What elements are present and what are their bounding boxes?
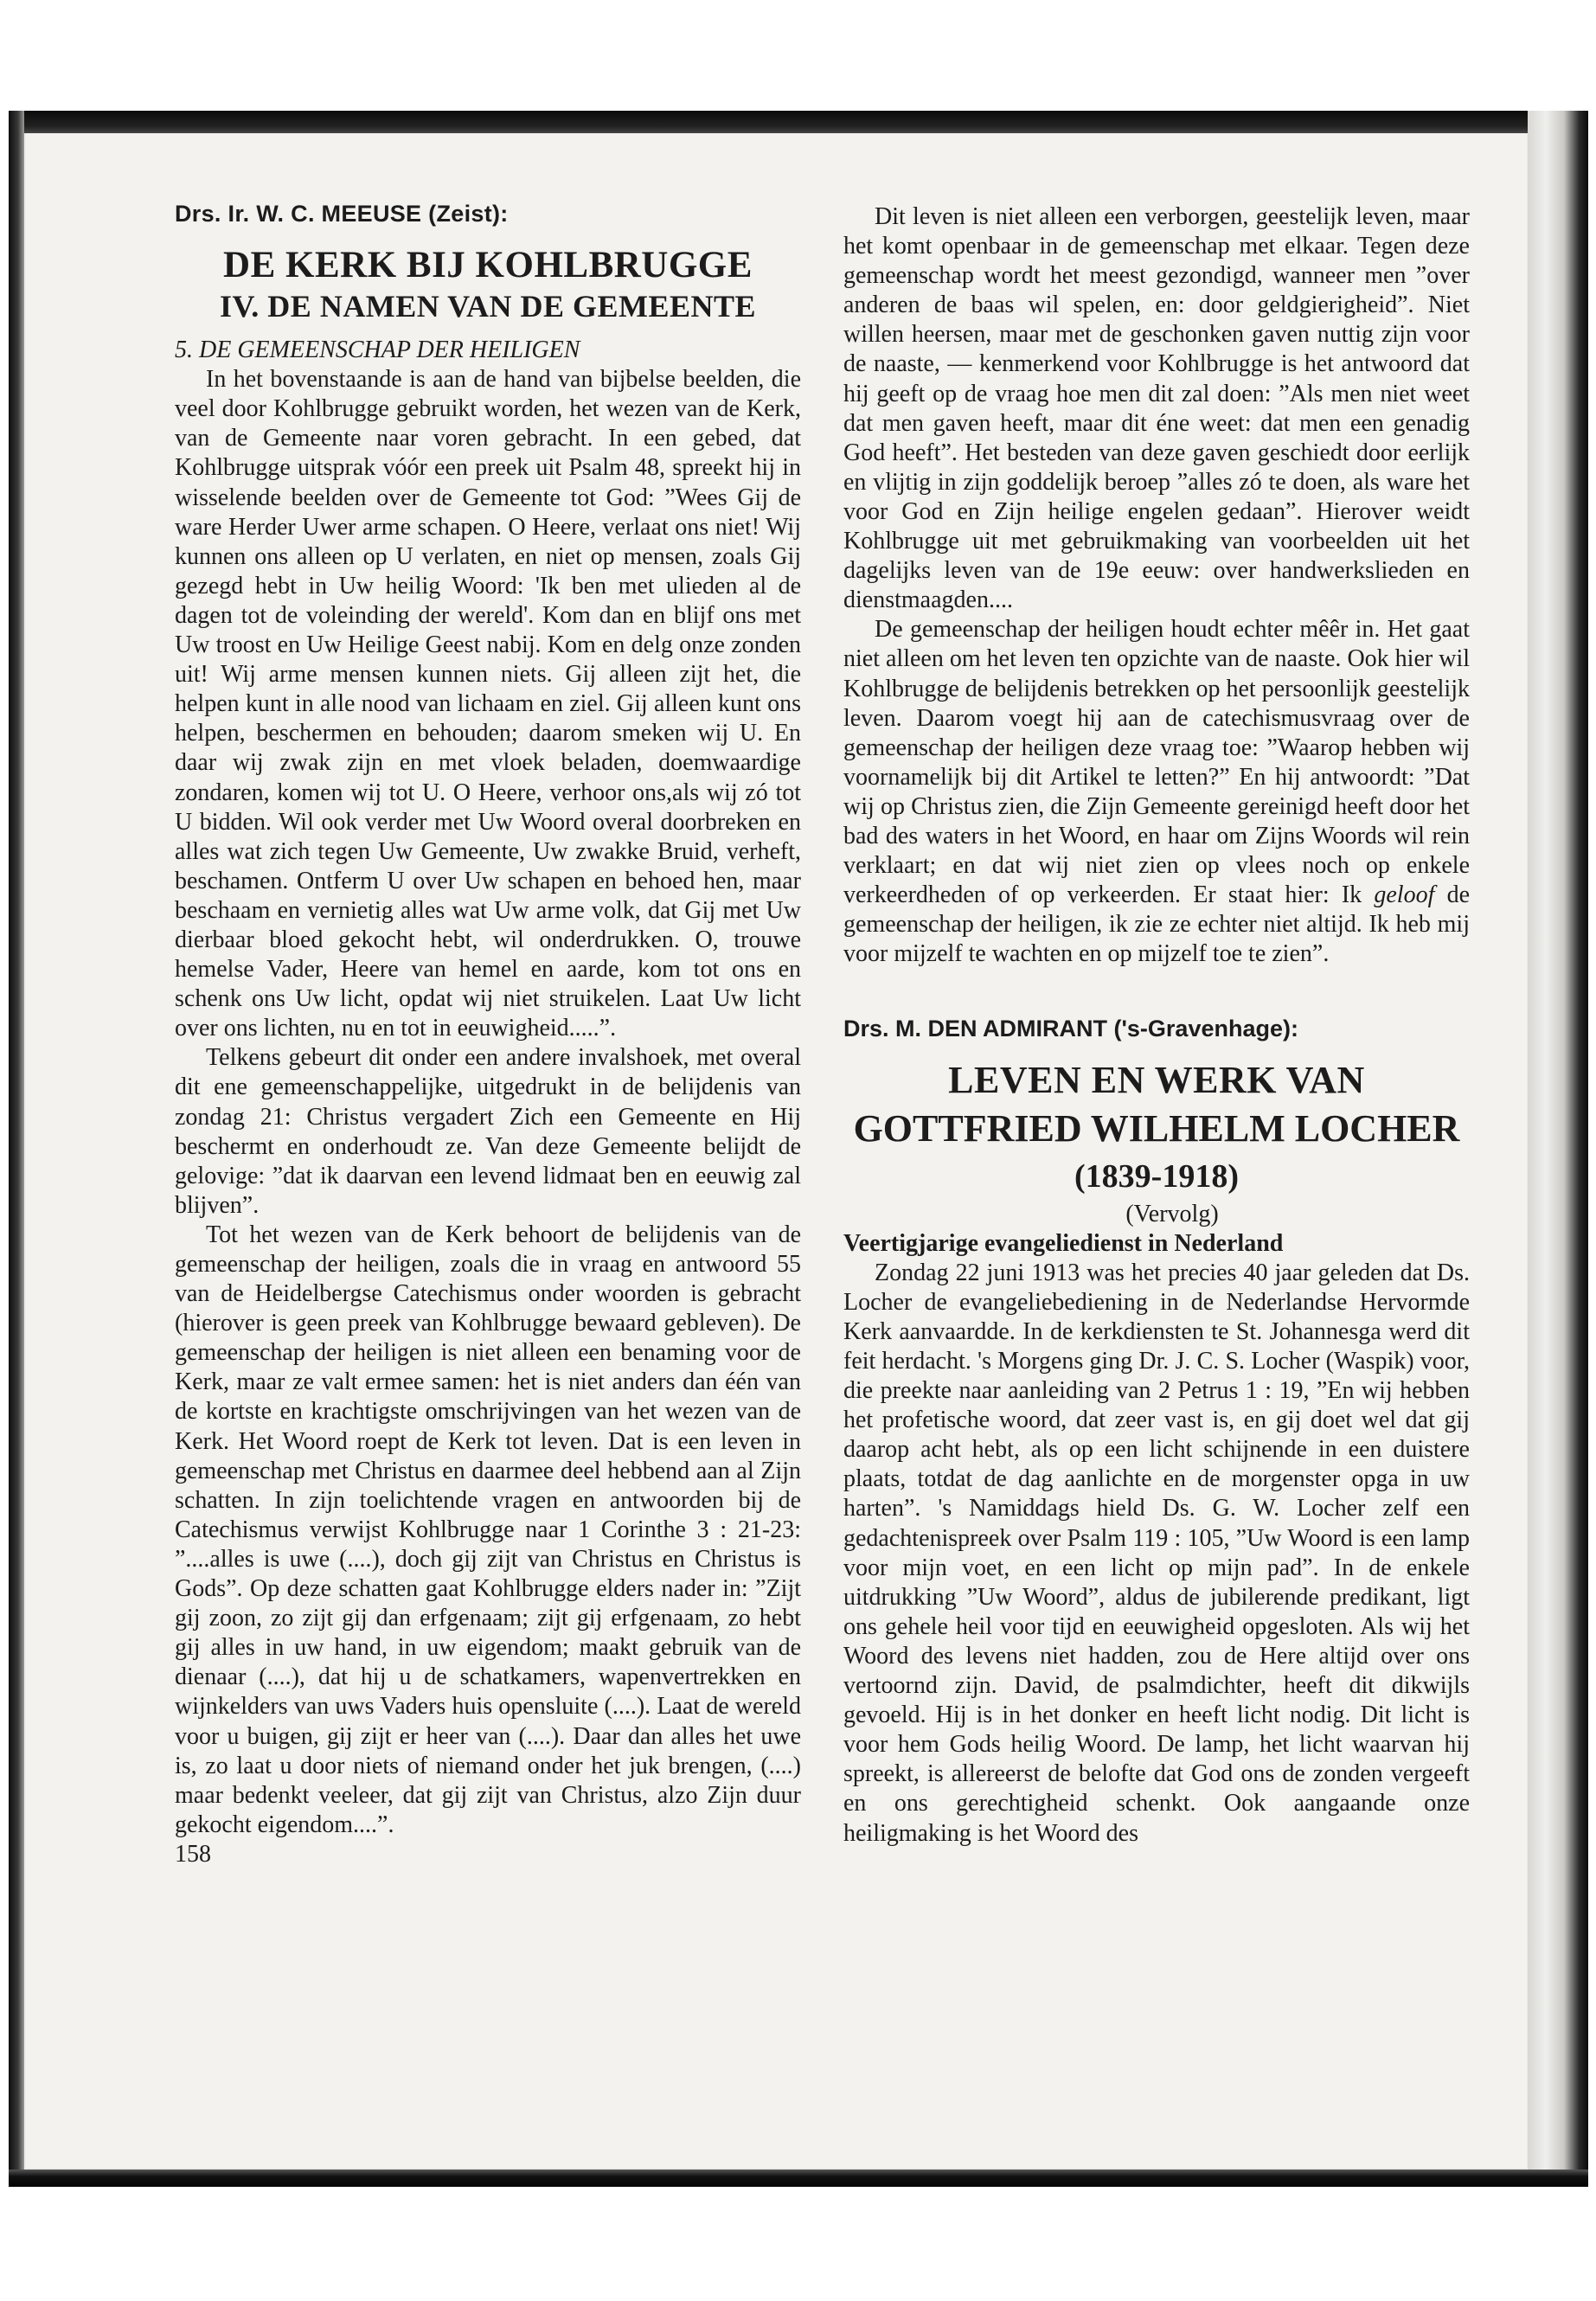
scan-edge-top [9,111,1588,133]
page [26,133,1527,2168]
right-column [843,202,1470,1849]
body-paragraph: Dit leven is niet alleen een verborgen, geestelijk leven, maar het komt openbaar in de gemeenschap met elkaar. Tegen deze gemeenschap wordt het meest gezondigd, wanneer men ”over anderen de baas wil spelen, en: door geldgierigheid”. Niet willen heersen, maar met de geschonken gaven nuttig zijn voor de naaste, — kenmerkend voor Kohlbrugge is het antwoord dat hij geeft op de vraag hoe men dit zal doen: ”Als men niet weet dat men gaven heeft, maar dit éne weet: dat men een genadig God heeft”. Het besteden van deze gaven geschiedt door eerlijk en vlijtig in zijn goddelijk beroep ”alles zó te doen, als ware het voor God en Zijn heilige engelen gedaan”. Hierover weidt Kohlbrugge uit met gebruikmaking van voorbeelden uit het dagelijks leven van de 19e eeuw: over handwerkslieden en dienstmaagden.... [843,203,1470,614]
emphasis-text: geloof [1374,881,1435,909]
section-heading: 5. DE GEMEENSCHAP DER HEILIGEN [175,336,580,364]
continued-label: (Vervolg) [1125,1200,1219,1227]
second-article-title-years: (1839-1918) [1074,1157,1239,1195]
second-article-title-line: LEVEN EN WERK VAN [948,1058,1365,1101]
scan-frame [9,111,1588,2187]
article-subtitle: IV. DE NAMEN VAN DE GEMEENTE [219,289,757,324]
page-number: 158 [175,1840,211,1868]
body-paragraph: In het bovenstaande is aan de hand van bijbelse beelden, die veel door Kohlbrugge gebruikt worden, het wezen van de Kerk, van de Gemeente naar voren gebracht. In een gebed, dat Kohlbrugge uitsprak vóór een preek uit Psalm 48, spreekt hij in wisselende beelden over de Gemeente tot God: ”Wees Gij de ware Herder Uwer arme schapen. O Heere, verlaat ons niet! Wij kunnen ons alleen op U verlaten, en niet op mensen, zoals Gij gezegd hebt in Uw heilig Woord: 'Ik ben met ulieden al de dagen tot de voleinding der wereld'. Kom dan en blijf ons met Uw troost en Uw Heilige Geest nabij. Kom en delg onze zonden uit! Wij arme mensen kunnen niets. Gij alleen zijt het, die helpen kunt in alle nood van lichaam en ziel. Gij alleen kunt ons helpen, beschermen en behouden; daarom smeken wij U. En daar wij zwak zijn en met vloek beladen, doemwaardige zondaren, komen wij tot U. O Heere, verhoor ons,als wij zó tot U bidden. Wil ook verder met Uw Woord overal doorbreken en alles wat zich tegen Uw Gemeente, Uw zwakke Bruid, verheft, beschamen. Ontferm U over Uw schapen en behoed hen, maar beschaam en vernietig alles wat Uw arme volk, dat Gij met Uw dierbaar bloed gekocht hebt, wil onderdrukken. O, trouwe hemelse Vader, Heere van hemel en aarde, kom tot ons en schenk ons Uw licht, opdat wij niet struikelen. Laat Uw licht over ons lichten, nu en tot in eeuwigheid.....”. [175,366,801,1042]
paragraph-text: De gemeenschap der heiligen houdt echter mêêr in. Het gaat niet alleen om het leven ten opzichte van de naaste. Ook hier wil Kohlbrugge de belijdenis betrekken op het persoonlijk geestelijk leven. Daarom voegt hij aan de catechismusvraag over de gemeenschap der heiligen deze vraag toe: ”Waarop hebben wij voornamelijk bij dit Artikel te letten?” En hij antwoordt: ”Dat wij op Christus zien, die Zijn Gemeente gereinigd heeft door het bad des waters in het Woord, en haar om Zijns Woords wil rein verklaart; en dat wij niet zien op vlees noch op enkele verkeerdheden of op verkeerden. Er staat hier: Ik [843,616,1470,909]
scan-edge-bottom [9,2170,1588,2187]
paragraph-text: de gemeenschap der heiligen, ik zie ze echter niet altijd. Ik heb mij voor mijzelf te wachten en op mijzelf toe te zien”. [843,881,1470,968]
body-paragraph [843,615,1470,969]
body-paragraph: Zondag 22 juni 1913 was het precies 40 jaar geleden dat Ds. Locher de evangeliebediening in de Nederlandse Hervormde Kerk aanvaardde. In de kerkdiensten te St. Johannesga werd dit feit herdacht. 's Morgens ging Dr. J. C. S. Locher (Waspik) voor, die preekte naar aanleiding van 2 Petrus 1 : 19, ”En wij hebben het profetische woord, dat zeer vast is, en gij doet wel dat gij daarop acht hebt, als op een licht schijnende in een duistere plaats, totdat de dag aanlichte en de morgenster opga in uw harten”. 's Namiddags hield Ds. G. W. Locher zelf een gedachtenispreek over Psalm 119 : 105, ”Uw Woord is een lamp voor mijn voet, en een licht op mijn pad”. In de enkele uitdrukking ”Uw Woord”, aldus de jubilerende predikant, ligt ons gehele heil voor tijd en eeuwigheid opgesloten. Als wij het Woord des levens niet hadden, zou de Here altijd over ons vertoornd zijn. David, de psalmdichter, heeft dit dikwijls gevoeld. Hij is in het donker en heeft licht nodig. Dit licht is voor hem Gods heilig Woord. De lamp, het licht waarvan hij spreekt, is allereerst de belofte dat God ons de zonden vergeeft en ons gerechtigheid schenkt. Ook aangaande onze heiligmaking is het Woord des [843,1259,1470,1847]
sub-heading: Veertigjarige evangeliedienst in Nederland [843,1229,1284,1257]
second-article-title-line: GOTTFRIED WILHELM LOCHER [853,1106,1460,1150]
article-author: Drs. Ir. W. C. MEEUSE (Zeist): [175,201,509,227]
scan-edge-right [1528,111,1588,2187]
body-paragraph: Telkens gebeurt dit onder een andere invalshoek, met overal dit ene gemeenschappelijke, uitgedrukt in de belijdenis van zondag 21: Christus vergadert Zich een Gemeente en Hij beschermt en onderhoudt ze. Van deze Gemeente belijdt de gelovige: ”dat ik daarvan een levend lidmaat ben en eeuwig zal blijven”. [175,1044,801,1219]
body-paragraph: Tot het wezen van de Kerk behoort de belijdenis van de gemeenschap der heiligen, zoals die in vraag en antwoord 55 van de Heidelbergse Catechismus onder woorden is gebracht (hierover is geen preek van Kohlbrugge bewaard gebleven). De gemeenschap der heiligen is niet alleen een benaming voor de Kerk, maar ze valt ermee samen: het is niet anders dan één van de kortste en krachtigste omschrijvingen van het wezen van de Kerk. Het Woord roept de Kerk tot leven. Dat is een leven in gemeenschap met Christus en daarmee deel hebbend aan al Zijn schatten. In zijn toelichtende vragen en antwoorden bij de Catechismus verwijst Kohlbrugge naar 1 Corinthe 3 : 21-23: ”....alles is uwe (....), doch gij zijt van Christus en Christus is Gods”. Op deze schatten gaat Kohlbrugge elders nader in: ”Zijt gij zoon, zo zijt gij dan erfgenaam; zijt gij erfgenaam, zo hebt gij alles in uw hand, in uw eigendom; maakt gebruik van de dienaar (....), dat hij u de schatkamers, wapenvertrekken en wijnkelders van uws Vaders huis opensluite (....). Laat de wereld voor u buigen, gij zijt er heer van (....). Daar dan alles het uwe is, zo laat u door niets of niemand onder het juk brengen, (....) maar bedenkt veeleer, dat gij zijt van Christus, alzo Zijn duur gekocht eigendom....”. [175,1221,801,1838]
second-article-author: Drs. M. DEN ADMIRANT ('s-Gravenhage): [843,1016,1298,1042]
left-column [175,199,801,1869]
scan-edge-left [9,111,24,2187]
article-title: DE KERK BIJ KOHLBRUGGE [223,245,753,286]
